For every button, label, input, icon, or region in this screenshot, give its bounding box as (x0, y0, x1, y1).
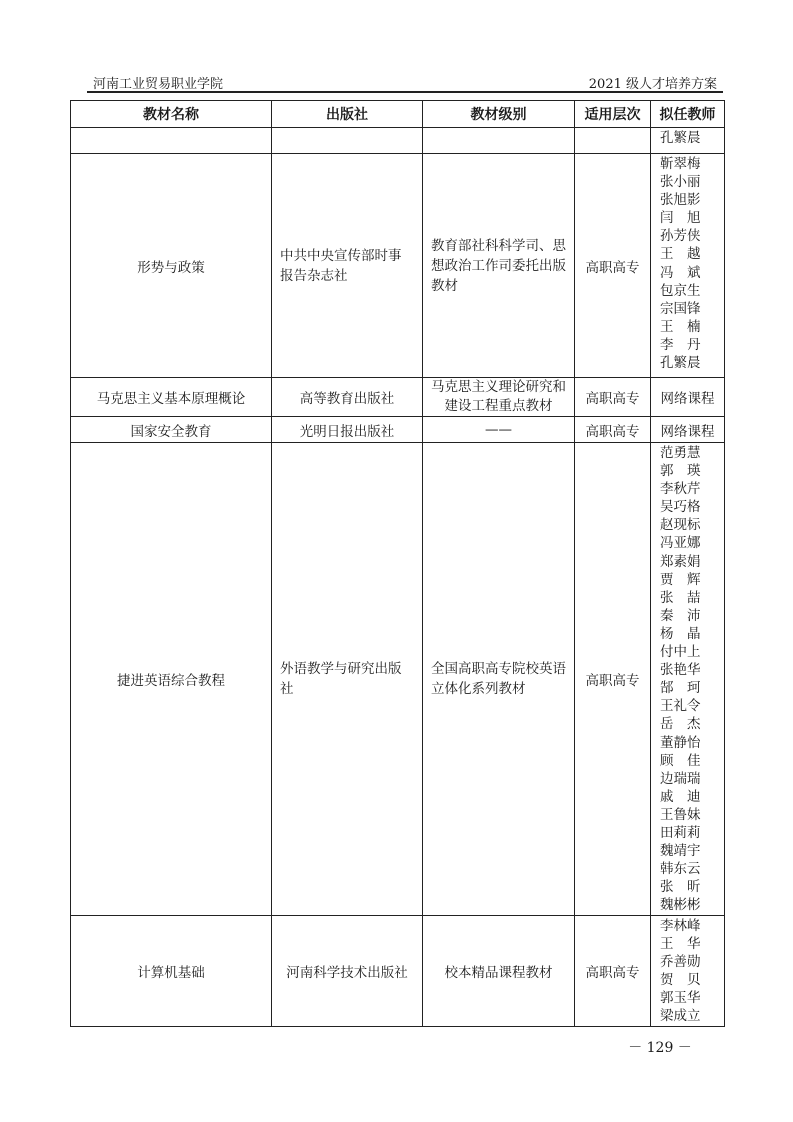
header-school-name: 河南工业贸易职业学院 (93, 77, 224, 92)
cell-level (423, 128, 575, 154)
teacher-name: 赵现标 (660, 517, 701, 534)
teacher-name: 魏彬彬 (660, 897, 701, 914)
cell-teachers (651, 443, 725, 916)
teacher-name: 梁成立 (660, 1008, 701, 1025)
textbook-table (70, 100, 725, 1027)
cell-publisher: 中共中央宣传部时事报告杂志社 (272, 154, 423, 378)
cell-level: 全国高职高专院校英语立体化系列教材 (423, 443, 575, 916)
table-row (71, 378, 725, 417)
cell-level: 校本精品课程教材 (423, 916, 575, 1027)
table-row (71, 916, 725, 1027)
table-row (71, 128, 725, 154)
teacher-name: 李 丹 (660, 336, 701, 353)
header-rule (87, 91, 723, 93)
teacher-name: 闫 旭 (660, 210, 701, 227)
teacher-name: 张旭影 (660, 192, 701, 209)
table-row (71, 154, 725, 378)
cell-teachers: 网络课程 (651, 378, 725, 417)
cell-name (71, 128, 272, 154)
teacher-name: 王 越 (660, 246, 701, 263)
teacher-name: 杨 晶 (660, 625, 701, 642)
teacher-name: 韩东云 (660, 861, 701, 878)
teacher-name: 郑素娟 (660, 553, 701, 570)
teacher-name: 包京生 (660, 282, 701, 299)
cell-tier (575, 128, 651, 154)
cell-level: 教育部社科科学司、思想政治工作司委托出版教材 (423, 154, 575, 378)
teacher-name: 戚 迪 (660, 788, 701, 805)
cell-publisher (272, 128, 423, 154)
teacher-name: 田莉莉 (660, 824, 701, 841)
column-header-publisher: 出版社 (272, 101, 423, 128)
teacher-name: 边瑞瑞 (660, 770, 701, 787)
teacher-name: 靳翠梅 (660, 156, 701, 172)
teacher-name: 李林峰 (660, 918, 701, 934)
teacher-name: 魏靖宇 (660, 843, 701, 860)
cell-teachers: 网络课程 (651, 417, 725, 443)
teacher-name: 冯 斌 (660, 264, 701, 281)
cell-publisher: 高等教育出版社 (272, 378, 423, 417)
teacher-name: 张小丽 (660, 174, 701, 191)
cell-name: 捷进英语综合教程 (71, 443, 272, 916)
teacher-name: 郜 珂 (660, 680, 701, 697)
teacher-name: 张艳华 (660, 662, 701, 679)
teacher-name: 郭玉华 (660, 990, 701, 1007)
teacher-name: 张 昕 (660, 879, 701, 896)
teacher-name: 岳 杰 (660, 716, 701, 733)
teacher-name: 王鲁妹 (660, 806, 701, 823)
cell-tier: 高职高专 (575, 154, 651, 378)
teacher-name: 贾 辉 (660, 571, 701, 588)
teacher-name: 孔繁晨 (660, 130, 701, 146)
page-number: － 129 － (628, 1040, 692, 1056)
column-header-textbook-level: 教材级别 (423, 101, 575, 128)
teacher-name: 李秋芹 (660, 481, 701, 498)
cell-teachers (651, 154, 725, 378)
teacher-name: 郭 瑛 (660, 463, 701, 480)
cell-publisher: 外语教学与研究出版社 (272, 443, 423, 916)
teacher-name: 宗国锋 (660, 300, 701, 317)
cell-tier: 高职高专 (575, 378, 651, 417)
cell-level: —— (423, 417, 575, 443)
teacher-name: 付中上 (660, 644, 701, 661)
teacher-name: 乔善勋 (660, 954, 701, 971)
cell-publisher: 光明日报出版社 (272, 417, 423, 443)
cell-name: 马克思主义基本原理概论 (71, 378, 272, 417)
teacher-name: 董静怡 (660, 734, 701, 751)
teacher-name: 贺 贝 (660, 972, 701, 989)
teacher-name: 孙芳侠 (660, 228, 701, 245)
teacher-name: 王礼令 (660, 698, 701, 715)
table-row (71, 417, 725, 443)
teacher-name: 王 楠 (660, 318, 701, 335)
column-header-textbook-name: 教材名称 (71, 101, 272, 128)
cell-tier: 高职高专 (575, 417, 651, 443)
teacher-name: 范勇慧 (660, 445, 701, 461)
cell-name: 形势与政策 (71, 154, 272, 378)
cell-level: 马克思主义理论研究和建设工程重点教材 (423, 378, 575, 417)
header-document-title: 2021 级人才培养方案 (588, 77, 717, 92)
cell-publisher: 河南科学技术出版社 (272, 916, 423, 1027)
table-row (71, 443, 725, 916)
cell-teachers (651, 916, 725, 1027)
column-header-teachers: 拟任教师 (651, 101, 725, 128)
teacher-name: 顾 佳 (660, 752, 701, 769)
teacher-name: 王 华 (660, 936, 701, 953)
teacher-name: 吴巧格 (660, 499, 701, 516)
teacher-name: 孔繁晨 (660, 355, 701, 372)
teacher-name: 冯亚娜 (660, 535, 701, 552)
teacher-name: 张 喆 (660, 589, 701, 606)
table-header-row (71, 101, 725, 128)
cell-name: 国家安全教育 (71, 417, 272, 443)
teacher-name: 秦 沛 (660, 607, 701, 624)
cell-name: 计算机基础 (71, 916, 272, 1027)
cell-tier: 高职高专 (575, 916, 651, 1027)
cell-teachers (651, 128, 725, 154)
cell-tier: 高职高专 (575, 443, 651, 916)
column-header-applicable-tier: 适用层次 (575, 101, 651, 128)
